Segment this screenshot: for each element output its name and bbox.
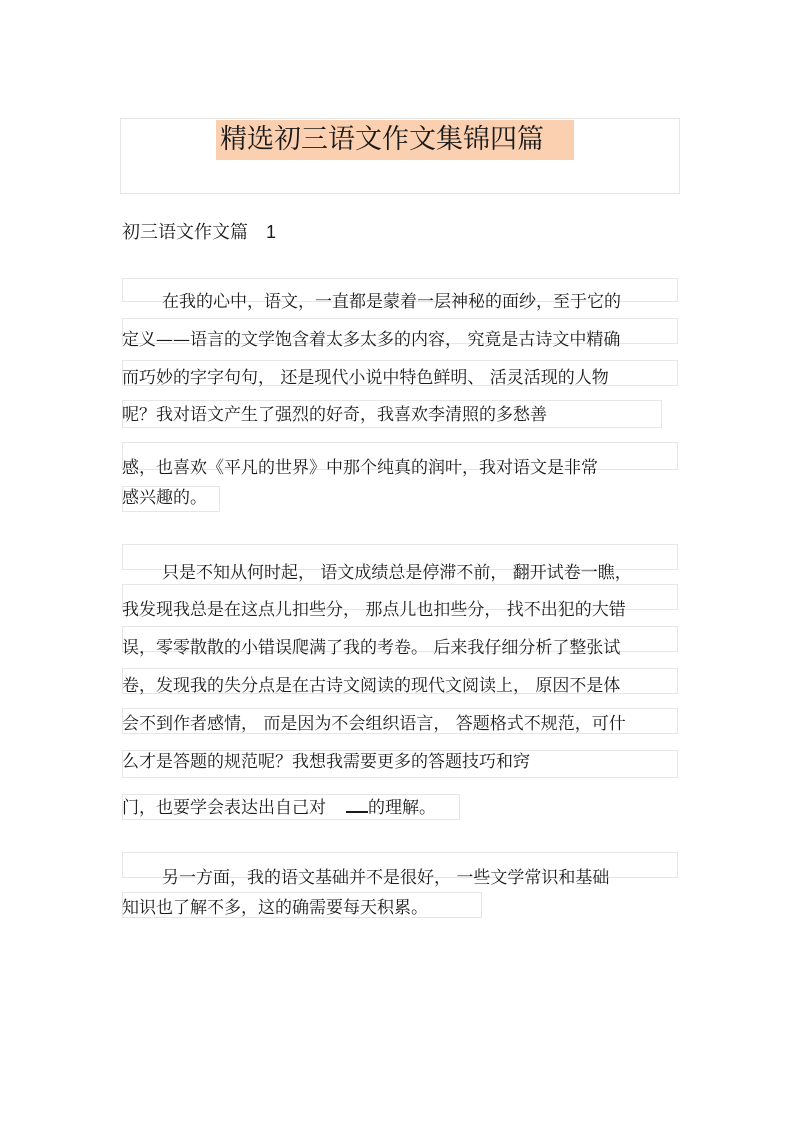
paragraph-1-line-5: 感，也喜欢《平凡的世界》中那个纯真的润叶，我对语文是非常 <box>122 458 598 478</box>
paragraph-1-line-3: 而巧妙的字字句句， 还是现代小说中特色鲜明、 活灵活现的人物 <box>122 368 609 388</box>
essay-number: 1 <box>266 222 277 242</box>
paragraph-2-line-5: 会不到作者感情， 而是因为不会组织语言， 答题格式不规范，可什 <box>122 714 626 734</box>
paragraph-2-line-1: 只是不知从何时起， 语文成绩总是停滞不前， 翻开试卷一瞧， <box>162 563 632 583</box>
document-title: 精选初三语文作文集锦四篇 <box>216 120 574 160</box>
paragraph-2-line-7 <box>122 796 436 820</box>
paragraph-1-line-2: 定义——语言的文学饱含着太多太多的内容， 究竟是古诗文中精确 <box>122 330 621 350</box>
paragraph-2-line-6: 么才是答题的规范呢？我想我需要更多的答题技巧和窍 <box>122 752 530 772</box>
essay-heading-label: 初三语文作文篇 <box>122 222 248 243</box>
paragraph-2-line-2: 我发现我总是在这点儿扣些分， 那点儿也扣些分， 找不出犯的大错 <box>122 600 626 620</box>
paragraph-1-line-6: 感兴趣的。 <box>122 488 207 508</box>
paragraph-2-line-7-end: 的理解。 <box>368 798 436 818</box>
paragraph-2-line-3: 误，零零散散的小错误爬满了我的考卷。 后来我仔细分析了整张试 <box>122 638 621 658</box>
paragraph-1-line-4: 呢？我对语文产生了强烈的好奇，我喜欢李清照的多愁善 <box>122 405 547 425</box>
fill-in-blank <box>346 799 368 813</box>
paragraph-3-line-1: 另一方面，我的语文基础并不是很好， 一些文学常识和基础 <box>162 868 610 888</box>
paragraph-1-line-1: 在我的心中，语文，一直都是蒙着一层神秘的面纱，至于它的 <box>162 292 621 312</box>
essay-heading <box>122 218 276 244</box>
paragraph-3-line-2: 知识也了解不多，这的确需要每天积累。 <box>122 898 428 918</box>
paragraph-2-line-7-text: 门，也要学会表达出自己对 <box>122 798 326 818</box>
paragraph-2-line-4: 卷，发现我的失分点是在古诗文阅读的现代文阅读上， 原因不是体 <box>122 676 621 696</box>
